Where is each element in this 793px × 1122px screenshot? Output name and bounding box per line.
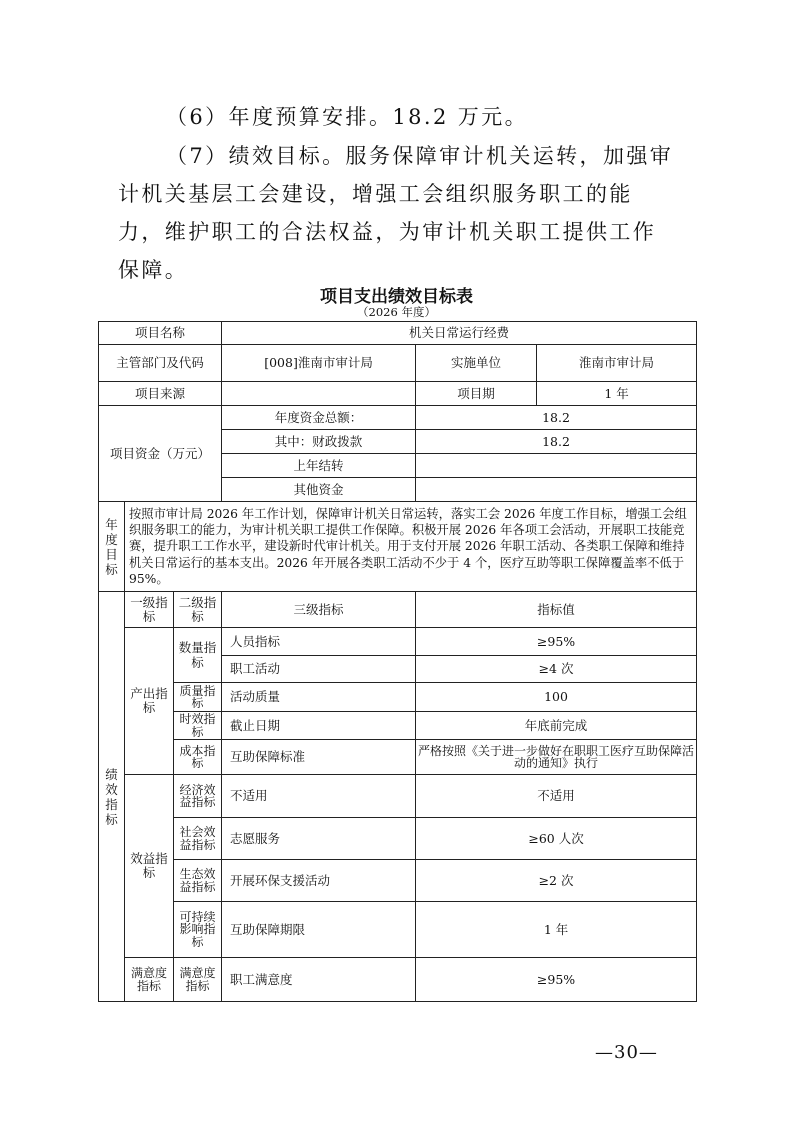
source-label: 项目来源 <box>99 382 222 406</box>
benefit-category: 效益指标 <box>125 775 174 958</box>
output-category: 产出指标 <box>125 628 174 775</box>
indicator-name: 互助保障期限 <box>222 902 416 958</box>
fund-value: 18.2 <box>416 406 697 430</box>
project-name-label: 项目名称 <box>99 322 222 345</box>
indicator-name: 志愿服务 <box>222 818 416 860</box>
fund-label: 年度资金总额： <box>222 406 416 430</box>
fund-value: 18.2 <box>416 430 697 454</box>
project-name-value: 机关日常运行经费 <box>222 322 697 345</box>
performance-goal-paragraph: （7）绩效目标。服务保障审计机关运转，加强审计机关基层工会建设，增强工会组织服务职工的能力，维护职工的合法权益，为审计机关职工提供工作保障。 <box>118 144 674 282</box>
performance-table <box>98 321 697 1002</box>
fund-value <box>416 478 697 502</box>
indicator-value: ≥60 人次 <box>416 818 697 860</box>
indicator-name: 活动质量 <box>222 683 416 712</box>
cost-subcategory: 成本指标 <box>174 740 222 775</box>
indicator-name: 截止日期 <box>222 712 416 740</box>
fund-label: 上年结转 <box>222 454 416 478</box>
header-value: 指标值 <box>416 592 697 628</box>
satisfaction-category: 满意度指标 <box>125 958 174 1002</box>
performance-label: 绩效指标 <box>99 592 125 1002</box>
indicator-value: 1 年 <box>416 902 697 958</box>
impl-unit-label: 实施单位 <box>416 345 537 382</box>
page-number: —30— <box>595 1042 658 1063</box>
dept-value: [008]淮南市审计局 <box>222 345 416 382</box>
table-year: （2026 年度） <box>357 305 436 319</box>
indicator-name: 人员指标 <box>222 628 416 656</box>
sustainable-subcategory: 可持续影响指标 <box>174 902 222 958</box>
indicator-value: ≥4 次 <box>416 656 697 683</box>
quantity-subcategory: 数量指标 <box>174 628 222 683</box>
ecological-subcategory: 生态效益指标 <box>174 860 222 902</box>
indicator-name: 职工满意度 <box>222 958 416 1002</box>
social-subcategory: 社会效益指标 <box>174 818 222 860</box>
indicator-value: 严格按照《关于进一步做好在职职工医疗互助保障活动的通知》执行 <box>416 740 697 775</box>
indicator-value: ≥2 次 <box>416 860 697 902</box>
indicator-name: 职工活动 <box>222 656 416 683</box>
fund-label: 其中：财政拨款 <box>222 430 416 454</box>
quality-subcategory: 质量指标 <box>174 683 222 712</box>
indicator-value: 100 <box>416 683 697 712</box>
source-value <box>222 382 416 406</box>
economic-subcategory: 经济效益指标 <box>174 775 222 818</box>
indicator-value: ≥95% <box>416 958 697 1002</box>
table-title: 项目支出绩效目标表 <box>320 287 473 307</box>
indicator-value: ≥95% <box>416 628 697 656</box>
header-level2: 二级指标 <box>174 592 222 628</box>
indicator-name: 互助保障标准 <box>222 740 416 775</box>
fund-label: 其他资金 <box>222 478 416 502</box>
satisfaction-subcategory: 满意度指标 <box>174 958 222 1002</box>
budget-paragraph: （6）年度预算安排。18.2 万元。 <box>166 105 528 129</box>
annual-goal-text: 按照市审计局 2026 年工作计划，保障审计机关日常运转，落实工会 2026 年度工作目标，增强工会组织服务职工的能力，为审计机关职工提供工作保障。积极开展 2026 年各项工会活动，开展职工技能竞赛，提升职工工作水平，建设新时代审计机关。用于支付开展 2026 年职工活动、各类职工保障和维持机关日常运行的基本支出。2026 年开展各类职工活动不少于 4 个，医疗互助等职工保障覆盖率不低于 95%。 <box>125 502 697 592</box>
period-label: 项目期 <box>416 382 537 406</box>
impl-unit-value: 淮南市审计局 <box>537 345 697 382</box>
indicator-name: 开展环保支援活动 <box>222 860 416 902</box>
header-level3: 三级指标 <box>222 592 416 628</box>
indicator-name: 不适用 <box>222 775 416 818</box>
funds-label: 项目资金（万元） <box>99 406 222 502</box>
dept-label: 主管部门及代码 <box>99 345 222 382</box>
fund-value <box>416 454 697 478</box>
timeliness-subcategory: 时效指标 <box>174 712 222 740</box>
header-level1: 一级指标 <box>125 592 174 628</box>
annual-goal-label: 年度目标 <box>99 502 125 592</box>
period-value: 1 年 <box>537 382 697 406</box>
indicator-value: 年底前完成 <box>416 712 697 740</box>
indicator-value: 不适用 <box>416 775 697 818</box>
